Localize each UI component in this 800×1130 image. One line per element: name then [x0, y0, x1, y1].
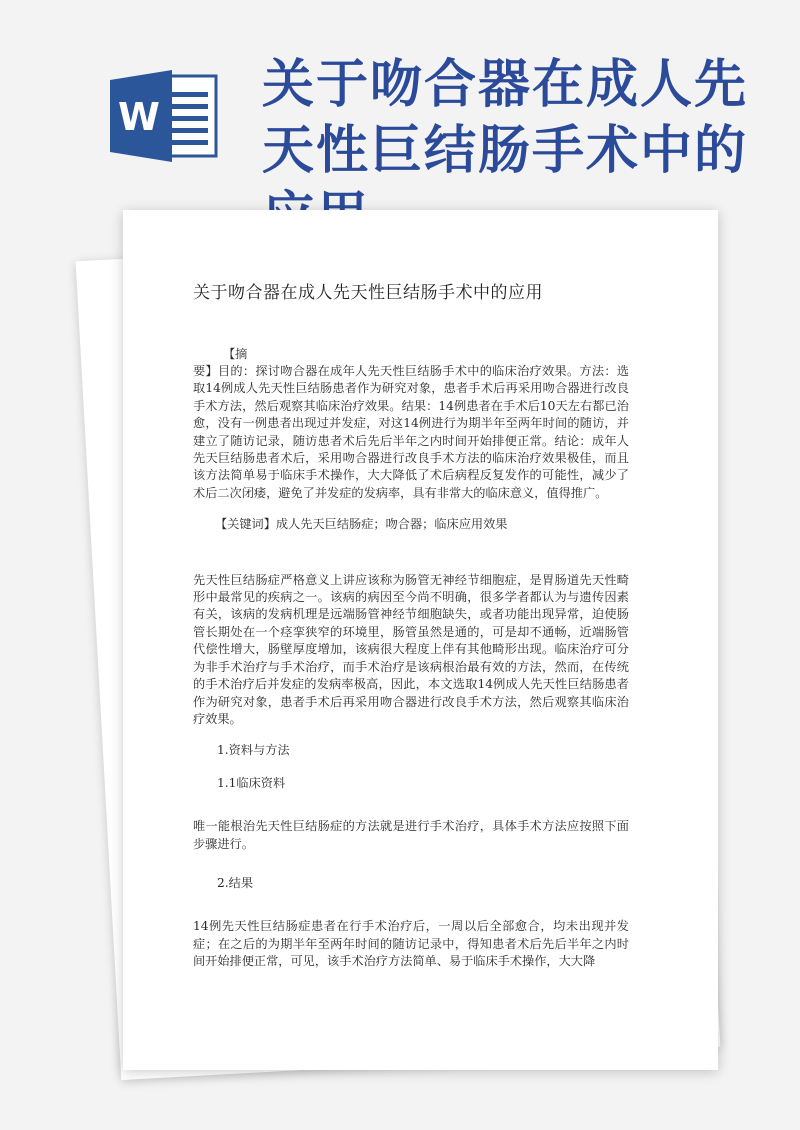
section-heading-2: 2.结果 [217, 875, 254, 890]
abstract-body: 要】目的：探讨吻合器在成年人先天性巨结肠手术中的临床治疗效果。方法：选取14例成人先天性巨结肠患者作为研究对象，患者手术后再采用吻合器进行改良手术方法，然后观察其临床治疗效果。结果：14例患者在手术后10天左右都已治愈，没有一例患者出现过并发症，对这14例进行为期半年至两年时间的随访，并建立了随访记录，随访患者术后先后半年之内时间开始排便正常。结论：成年人先天巨结肠患者术后，采用吻合器进行改良手术方法的临床治疗效果极佳，而且该方法简单易于临床手术操作，大大降低了术后病程反复发作的可能性，减少了术后二次闭痿，避免了并发症的发病率，具有非常大的临床意义，值得推广。 [193, 364, 629, 500]
method-paragraph: 唯一能根治先天性巨结肠症的方法就是进行手术治疗，具体手术方法应按照下面步骤进行。 [193, 819, 629, 851]
svg-text:W: W [118, 95, 160, 139]
result-paragraph: 14例先天性巨结肠症患者在行手术治疗后，一周以后全部愈合，均未出现并发症；在之后的为期半年至两年时间的随访记录中，得知患者术后先后半年之内时间开始排便正常，可见，该手术治疗方法简单、易于临床手术操作，大大降 [193, 919, 629, 969]
word-document-icon [108, 68, 220, 164]
document-content [193, 282, 629, 971]
word-logo [108, 68, 220, 164]
page-heading: 关于吻合器在成人先天性巨结肠手术中的 [262, 55, 749, 181]
intro-paragraph: 先天性巨结肠症严格意义上讲应该称为肠管无神经节细胞症，是胃肠道先天性畸形中最常见的疾病之一。该病的病因至今尚不明确，很多学者都认为与遗传因素有关，该病的发病机理是远端肠管神经节细胞缺失，或者功能出现异常，迫使肠管长期处在一个痉挛狭窄的环境里，肠管虽然是通的，可是却不通畅，近端肠管代偿性增大，肠壁厚度增加，该病很大程度上伴有其他畸形出现。临床治疗可分为非手术治疗与手术治疗，而手术治疗是该病根治最有效的方法，然而，在传统的手术治疗后并发症的发病率极高，因此，本文选取14例成人先天性巨结肠患者作为研究对象，患者手术后再采用吻合器进行改良手术方法，然后观察其临床治疗效果。 [193, 572, 629, 726]
keywords-line: 【关键词】成人先天巨结肠症；吻合器；临床应用效果 [215, 517, 508, 532]
section-heading-1: 1.资料与方法 [217, 743, 290, 758]
document-page [123, 210, 718, 1070]
abstract-tag: 【摘 [223, 347, 248, 361]
document-title: 关于吻合器在成人先天性巨结肠手术中的应用 [193, 283, 543, 303]
section-heading-1-1: 1.1临床资料 [217, 775, 286, 790]
